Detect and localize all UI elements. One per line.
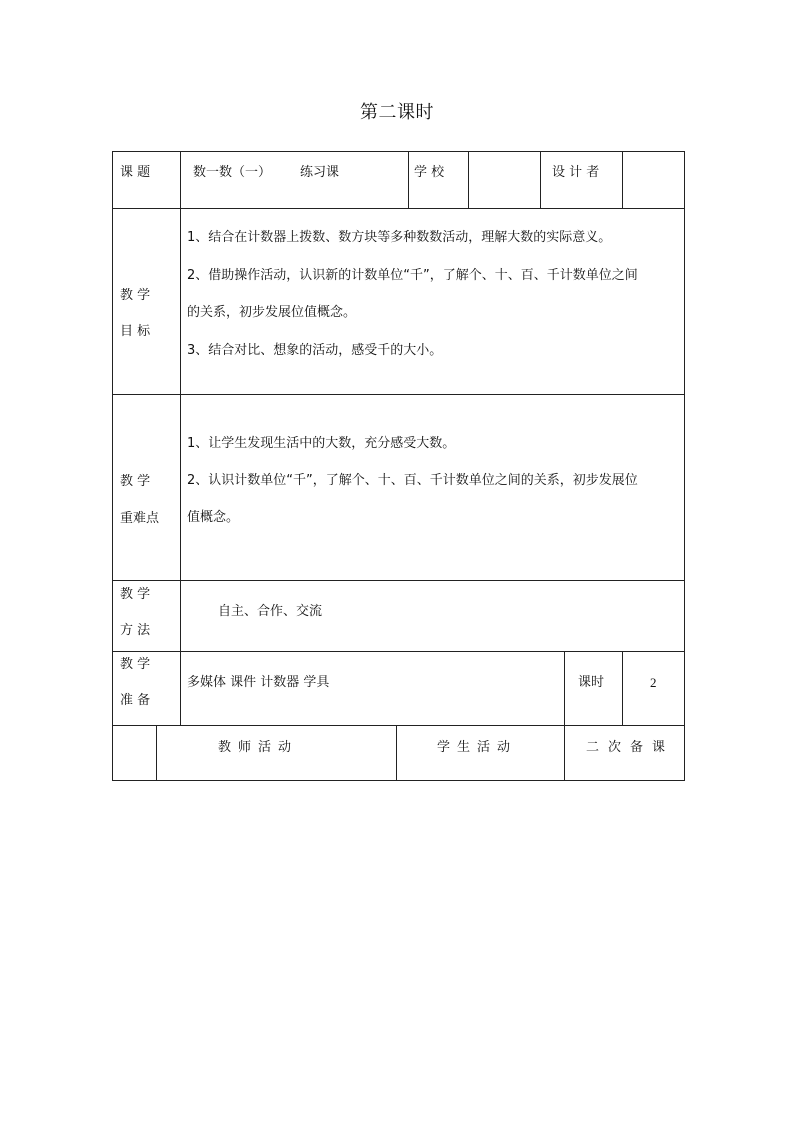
prep-value: 多媒体 课件 计数器 学具 [187,675,330,690]
table-border-right [684,151,685,781]
column-divider [408,151,409,209]
keypoint-item: 1、让学生发现生活中的大数，充分感受大数。 [187,436,456,451]
goals-label-line1: 教 学 [120,288,151,303]
keypoint-item: 值概念。 [187,510,240,525]
page-title: 第二课时 [360,102,434,123]
goal-item: 的关系，初步发展位值概念。 [187,305,357,320]
keypoints-label-line2: 重难点 [120,511,160,526]
column-divider [540,151,541,209]
teacher-activity-header: 教师活动 [218,740,299,755]
school-label: 学 校 [414,165,445,180]
hours-label: 课时 [578,675,605,690]
row-divider [112,208,685,209]
method-label-line1: 教 学 [120,587,151,602]
column-divider [564,725,565,781]
row-divider [112,725,685,726]
goal-item: 1、结合在计数器上拨数、数方块等多种数数活动，理解大数的实际意义。 [187,230,612,245]
topic-label: 课 题 [120,165,151,180]
column-divider [396,725,397,781]
designer-label: 设 计 者 [552,165,600,180]
goals-label-line2: 目 标 [120,324,151,339]
lesson-type: 练习课 [300,165,340,180]
column-divider [468,151,469,209]
table-border-top [112,151,685,152]
method-value: 自主、合作、交流 [218,604,323,619]
goal-item: 3、结合对比、想象的活动，感受千的大小。 [187,343,443,358]
table-border-left [112,151,113,781]
column-divider [622,151,623,209]
keypoint-item: 2、认识计数单位“千”，了解个、十、百、千计数单位之间的关系，初步发展位 [187,473,638,488]
prep-label-line2: 准 备 [120,693,151,708]
goal-item: 2、借助操作活动，认识新的计数单位“千”，了解个、十、百、千计数单位之间 [187,268,638,283]
row-divider [112,580,685,581]
row-divider [112,394,685,395]
column-divider [622,651,623,726]
column-divider [156,725,157,781]
column-divider [180,151,181,726]
topic-value: 数一数（一） [193,165,272,180]
student-activity-header: 学生活动 [437,740,518,755]
second-revision-header: 二次备课 [586,740,675,755]
keypoints-label-line1: 教 学 [120,474,151,489]
column-divider [564,651,565,726]
hours-value: 2 [650,675,657,690]
table-border-bottom [112,780,685,781]
row-divider [112,651,685,652]
method-label-line2: 方 法 [120,623,151,638]
prep-label-line1: 教 学 [120,657,151,672]
